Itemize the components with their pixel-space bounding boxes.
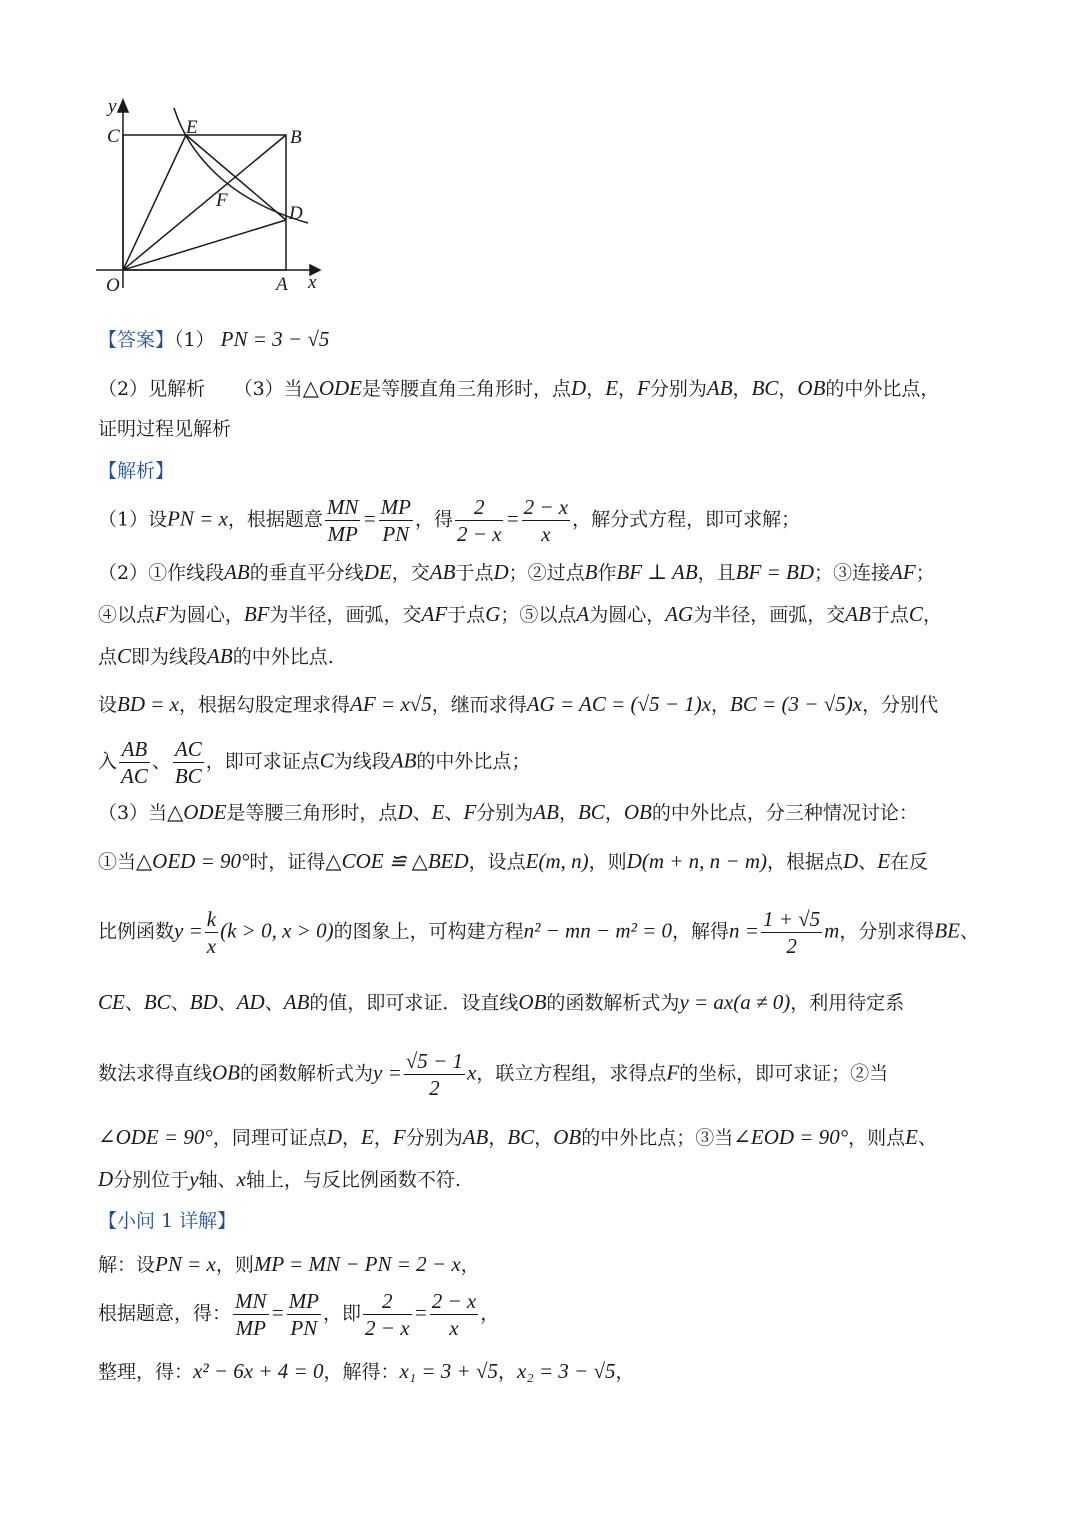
text: ， <box>778 378 798 400</box>
text: 的图象上，可构建方程 <box>333 920 524 943</box>
math: BC <box>577 800 605 824</box>
math: △ODE <box>167 800 227 824</box>
detail-heading <box>98 1208 236 1234</box>
text: ， <box>480 1302 500 1325</box>
text: 的中外比点；③当 <box>581 1127 734 1149</box>
denominator: x <box>449 1316 459 1340</box>
analysis-line-17 <box>98 1166 461 1193</box>
text: ，根据勾股定理求得 <box>179 694 351 716</box>
text: 轴、 <box>198 1169 237 1191</box>
text: 为线段 <box>333 750 391 773</box>
text: ；②过点 <box>508 562 585 584</box>
text: 解：设 <box>98 1254 156 1276</box>
fraction <box>233 1288 269 1341</box>
math: DE <box>363 560 392 584</box>
text: ，分别代 <box>862 694 939 716</box>
math: n = <box>729 918 759 943</box>
denominator: 2 − x <box>456 522 502 546</box>
fraction <box>205 906 218 959</box>
text: 于点 <box>447 604 486 626</box>
denominator: PN <box>290 1316 318 1340</box>
text: 的中外比点. <box>232 646 334 668</box>
text: ，则 <box>215 1254 254 1276</box>
math: AB <box>224 560 250 584</box>
math: x₂ = 3 − √5 <box>517 1359 616 1383</box>
answer-line <box>98 326 329 353</box>
text: 点 <box>98 646 118 668</box>
text: ，解得： <box>323 1361 400 1383</box>
equals: = <box>362 506 377 531</box>
text: ，继而求得 <box>431 694 527 716</box>
text: （1） <box>174 329 221 351</box>
math: D <box>326 1125 343 1149</box>
math: CE <box>98 990 125 1014</box>
text: 为圆心， <box>589 604 666 626</box>
text: ， <box>615 1361 635 1383</box>
answer-tag: 【答案】 <box>98 329 175 351</box>
fraction <box>761 906 822 959</box>
text: 是等腰直角三角形时，点 <box>362 378 572 400</box>
text: ，则 <box>588 851 627 873</box>
math: AB <box>429 560 456 584</box>
math: D <box>397 800 413 824</box>
denominator: AC <box>121 764 148 788</box>
answer-line-2 <box>98 375 939 402</box>
text: 的函数解析式为 <box>546 992 680 1014</box>
math: D <box>98 1167 114 1191</box>
numerator: MN <box>326 495 359 519</box>
analysis-line-11 <box>98 799 918 826</box>
denominator: MP <box>327 522 358 546</box>
text: 的坐标，即可求证；②当 <box>679 1062 889 1085</box>
analysis-line-10 <box>98 736 530 789</box>
text: ， <box>342 1127 362 1149</box>
numerator: MP <box>380 495 411 519</box>
math: AB <box>390 748 417 773</box>
numerator: 2 − x <box>523 495 569 519</box>
math: E <box>361 1125 374 1149</box>
math: AF <box>421 602 448 626</box>
label-f: F <box>216 190 228 211</box>
math: PN = 3 − √5 <box>220 327 330 351</box>
text: 的中外比点， <box>825 378 940 400</box>
text: ，解分式方程，即可求解； <box>572 508 801 531</box>
text: 数法求得直线 <box>98 1062 213 1085</box>
math: E <box>877 849 891 873</box>
text: ； <box>915 562 935 584</box>
text: 是等腰三角形时，点 <box>226 802 398 824</box>
math: m <box>824 918 840 943</box>
text: ，解得 <box>672 920 730 943</box>
math: AB <box>533 800 559 824</box>
math: C <box>319 748 334 773</box>
math: F <box>637 376 650 400</box>
detail-line-19 <box>98 1251 480 1278</box>
text: ，利用待定系 <box>790 992 905 1014</box>
text: 的值，即可求证．设直线 <box>309 992 519 1014</box>
analysis-line-16 <box>98 1124 937 1151</box>
text: ，同理可证点 <box>212 1127 327 1149</box>
math: PN = x <box>155 1252 216 1276</box>
denominator: x <box>206 934 217 958</box>
math: x <box>236 1167 246 1191</box>
math: BF = BD <box>735 560 815 584</box>
text: ；⑤以点 <box>500 604 577 626</box>
label-x: x <box>308 272 317 293</box>
math: y = ax(a ≠ 0) <box>679 990 791 1014</box>
analysis-line-14 <box>98 989 904 1016</box>
text: 比例函数 <box>98 920 175 943</box>
math: E <box>431 800 445 824</box>
math: A <box>576 602 590 626</box>
text: ， <box>497 1361 517 1383</box>
text: ①当 <box>98 851 137 873</box>
text: 的函数解析式为 <box>240 1062 374 1085</box>
label-a: A <box>276 274 288 295</box>
fraction <box>455 494 504 547</box>
text: ，且 <box>697 562 736 584</box>
numerator: √5 − 1 <box>405 1049 463 1073</box>
equals: = <box>413 1300 428 1325</box>
math: AB <box>462 1125 489 1149</box>
analysis-line-5 <box>98 494 800 547</box>
math: OB <box>623 800 652 824</box>
text: ， <box>534 1127 554 1149</box>
answer-line-3 <box>98 416 231 442</box>
math: △COE ≌ △BED <box>325 849 469 873</box>
fraction <box>363 1288 412 1341</box>
text: 轴上，与反比例函数不符. <box>245 1169 461 1191</box>
math: x² − 6x + 4 = 0 <box>193 1359 324 1383</box>
text: 为半径，画弧，交 <box>269 604 422 626</box>
math: AG <box>665 602 694 626</box>
math: OB <box>518 990 547 1014</box>
math: BE <box>934 918 961 943</box>
analysis-line-8 <box>98 643 334 670</box>
analysis-line-15 <box>98 1048 888 1101</box>
math: E(m, n) <box>525 849 589 873</box>
text: ，设点 <box>468 851 526 873</box>
math: △ODE <box>302 376 362 400</box>
text: 分别为 <box>405 1127 463 1149</box>
label-c: C <box>107 126 120 147</box>
math: E <box>905 1125 918 1149</box>
text: 分别为 <box>476 802 534 824</box>
math: F <box>155 602 168 626</box>
math: AB <box>207 644 233 668</box>
text: ；③连接 <box>814 562 891 584</box>
text: 为圆心， <box>167 604 244 626</box>
fraction <box>430 1288 479 1341</box>
math: ∠EOD = 90° <box>733 1125 849 1149</box>
numerator: 2 − x <box>431 1289 477 1313</box>
text: 时，证得 <box>249 851 326 873</box>
fraction <box>404 1048 465 1101</box>
text: ，根据点 <box>766 851 843 873</box>
detail-line-21 <box>98 1358 635 1385</box>
text: ， <box>586 378 606 400</box>
numerator: 2 <box>363 1288 412 1315</box>
text: ，即 <box>323 1302 362 1325</box>
math: △OED = 90° <box>136 849 250 873</box>
denominator: 2 <box>429 1076 440 1100</box>
text: ， <box>558 802 578 824</box>
analysis-line-7 <box>98 601 942 628</box>
math: D <box>571 376 587 400</box>
analysis-line-9 <box>98 691 938 718</box>
text: 证明过程见解析 <box>98 418 232 440</box>
denominator: BC <box>174 764 202 788</box>
text: ，分别求得 <box>839 920 935 943</box>
math: x <box>466 1060 477 1085</box>
fraction <box>325 494 361 547</box>
math: C <box>117 644 132 668</box>
text: 的垂直平分线 <box>249 562 364 584</box>
math: D(m + n, n − m) <box>626 849 767 873</box>
denominator: x <box>541 522 551 546</box>
math: F <box>666 1060 680 1085</box>
detail-line-20 <box>98 1288 499 1341</box>
math: AB <box>283 990 310 1014</box>
text: ，根据题意 <box>227 508 323 531</box>
math: C <box>908 602 923 626</box>
analysis-heading <box>98 458 174 484</box>
text: 分别位于 <box>113 1169 190 1191</box>
numerator: MN <box>235 1289 267 1313</box>
fraction <box>287 1288 321 1341</box>
text: ，交 <box>391 562 430 584</box>
text: 作 <box>597 562 617 584</box>
geometry-figure <box>90 88 340 303</box>
text: ， <box>711 694 731 716</box>
math: F <box>463 800 477 824</box>
text: 、 <box>170 992 190 1014</box>
math: ∠ODE = 90° <box>98 1125 213 1149</box>
text: ， <box>618 378 638 400</box>
text: 入 <box>98 750 118 773</box>
analysis-line-12 <box>98 848 928 875</box>
text: ， <box>732 378 752 400</box>
denominator: MP <box>235 1316 266 1340</box>
text: ，即可求证点 <box>205 750 320 773</box>
math: BF ⊥ AB <box>616 560 698 584</box>
math: BF <box>243 602 270 626</box>
math: AB <box>845 602 871 626</box>
math: BC <box>751 376 779 400</box>
text: 、 <box>858 851 878 873</box>
text: 、 <box>960 920 980 943</box>
math: y <box>189 1167 199 1191</box>
math: BD <box>189 990 218 1014</box>
math: BC = (3 − √5)x <box>730 692 863 716</box>
math: AF = x√5 <box>350 692 432 716</box>
numerator: 1 + √5 <box>762 907 821 931</box>
text: 整理，得： <box>98 1361 194 1383</box>
math: B <box>584 560 598 584</box>
denominator: 2 − x <box>365 1316 410 1340</box>
math: AF <box>890 560 916 584</box>
text: （1）设 <box>98 508 168 531</box>
text: ， <box>922 604 942 626</box>
math: y = <box>373 1060 402 1085</box>
text: ④以点 <box>98 604 156 626</box>
text: 根据题意，得： <box>98 1302 232 1325</box>
text: 的中外比点，分三种情况讨论： <box>651 802 918 824</box>
fraction <box>522 494 571 547</box>
label-y: y <box>108 96 117 117</box>
numerator: 2 <box>455 494 504 521</box>
text: （2）见解析 （3）当 <box>98 378 303 400</box>
denominator: PN <box>382 522 410 546</box>
text: ， <box>373 1127 393 1149</box>
text: ，联立方程组，求得点 <box>476 1062 667 1085</box>
label-b: B <box>290 127 302 148</box>
text: 即为线段 <box>131 646 208 668</box>
text: 于点 <box>870 604 909 626</box>
text: （2）①作线段 <box>98 562 225 584</box>
analysis-tag: 【解析】 <box>98 460 175 482</box>
math: AD <box>236 990 265 1014</box>
math: MP = MN − PN = 2 − x <box>253 1252 461 1276</box>
math: (k > 0, x > 0) <box>220 918 334 943</box>
text: 、 <box>264 992 284 1014</box>
fraction <box>379 494 413 547</box>
math: y = <box>174 918 203 943</box>
math: x₁ = 3 + √5 <box>399 1359 498 1383</box>
label-o: O <box>106 275 120 296</box>
text: 、 <box>412 802 432 824</box>
math: AB <box>706 376 733 400</box>
text: 的中外比点； <box>416 750 531 773</box>
text: 、 <box>444 802 464 824</box>
label-d: D <box>289 203 303 224</box>
label-e: E <box>186 117 198 138</box>
text: ， <box>460 1254 480 1276</box>
math: OB <box>553 1125 582 1149</box>
text: 、 <box>124 992 144 1014</box>
text: 、 <box>151 750 171 773</box>
equals: = <box>505 506 520 531</box>
fraction <box>119 736 150 789</box>
text: 设 <box>98 694 118 716</box>
analysis-line-13 <box>98 906 979 959</box>
text: ， <box>604 802 624 824</box>
math: E <box>605 376 619 400</box>
analysis-line-6 <box>98 559 935 586</box>
math: BC <box>143 990 171 1014</box>
numerator: AB <box>119 736 150 763</box>
math: OB <box>797 376 826 400</box>
text: 于点 <box>455 562 494 584</box>
text: （3）当 <box>98 802 168 824</box>
equals: = <box>270 1300 285 1325</box>
numerator: AC <box>174 737 202 761</box>
detail-tag: 【小问 1 详解】 <box>98 1210 237 1232</box>
math: F <box>392 1125 406 1149</box>
math: OB <box>212 1060 241 1085</box>
text: ，得 <box>414 508 453 531</box>
math: AG = AC = (√5 − 1)x <box>526 692 712 716</box>
text: ，则点 <box>848 1127 906 1149</box>
math: PN = x <box>167 506 228 531</box>
math: BC <box>507 1125 535 1149</box>
math: G <box>485 602 501 626</box>
math: BD = x <box>117 692 180 716</box>
text: 在反 <box>890 851 929 873</box>
text: 为半径，画弧，交 <box>693 604 846 626</box>
text: 、 <box>217 992 237 1014</box>
denominator: 2 <box>786 934 797 958</box>
fraction <box>173 736 204 789</box>
text: ， <box>488 1127 508 1149</box>
math: n² − mn − m² = 0 <box>523 918 673 943</box>
math: D <box>843 849 859 873</box>
numerator: MP <box>288 1289 320 1313</box>
text: 、 <box>917 1127 937 1149</box>
numerator: k <box>206 907 217 931</box>
math: D <box>493 560 509 584</box>
text: 分别为 <box>649 378 707 400</box>
